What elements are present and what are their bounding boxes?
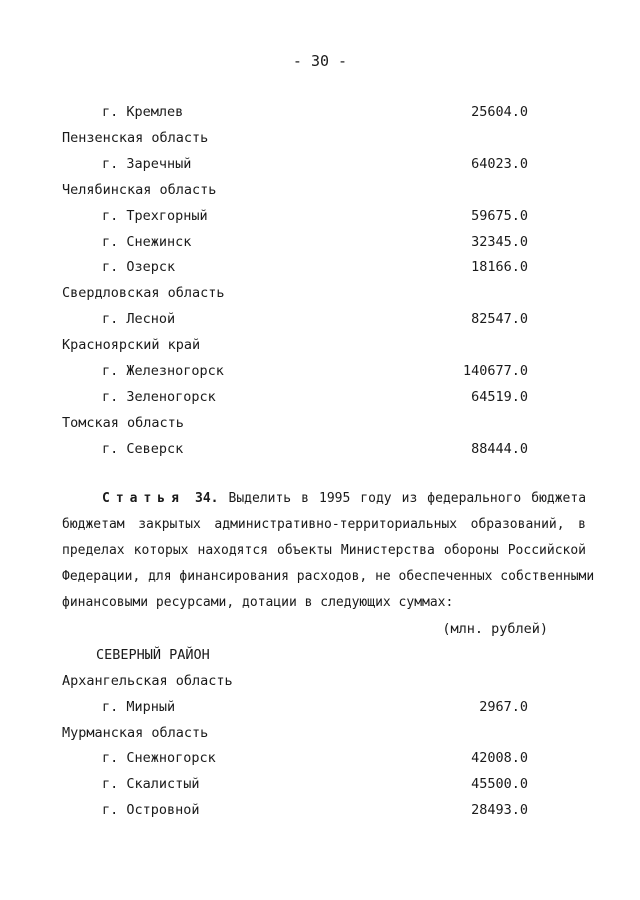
page-number: - 30 - xyxy=(292,52,348,70)
amount-value: 28493.0 xyxy=(471,802,528,818)
city-name: г. Зеленогорск xyxy=(102,388,216,405)
amount-value: 59675.0 xyxy=(471,207,528,224)
city-row xyxy=(0,802,640,824)
amount-value: 2967.0 xyxy=(479,698,528,715)
city-name: г. Северск xyxy=(102,440,184,457)
city-name: г. Лесной xyxy=(102,311,176,328)
amount-value: 64519.0 xyxy=(471,388,528,405)
city-name: г. Мирный xyxy=(102,698,176,715)
city-row xyxy=(0,104,640,126)
region-name: Свердловская область xyxy=(62,285,225,302)
city-name: г. Заречный xyxy=(102,155,192,172)
city-name: г. Скалистый xyxy=(102,776,200,793)
amount-value: 42008.0 xyxy=(471,750,528,767)
city-name: г. Островной xyxy=(102,802,200,818)
article-word: Статья xyxy=(102,491,185,506)
region-name: Челябинская область xyxy=(62,181,217,198)
city-name: г. Кремлев xyxy=(102,104,184,120)
amount-value: 140677.0 xyxy=(462,363,528,379)
city-row xyxy=(0,441,640,463)
article-34-paragraph xyxy=(62,486,595,616)
region-row xyxy=(0,285,640,307)
amount-value: 64023.0 xyxy=(471,155,528,172)
city-name: г. Озерск xyxy=(102,259,176,276)
amount-value: 45500.0 xyxy=(471,776,528,793)
article-line-5: финансовыми ресурсами, дотации в следующих суммах: xyxy=(62,595,454,610)
city-name: г. Снежногорск xyxy=(102,750,216,767)
article-text-line-1: Выделить в 1995 году из федерального бюджета xyxy=(228,491,587,506)
region-name: Архангельская область xyxy=(62,673,233,689)
amount-value: 82547.0 xyxy=(471,311,528,328)
city-name: г. Снежинск xyxy=(102,233,192,250)
region-name: Мурманская область xyxy=(62,724,209,741)
city-row xyxy=(0,389,640,411)
amount-value: 88444.0 xyxy=(471,440,528,457)
city-row xyxy=(0,208,640,230)
region-header: СЕВЕРНЫЙ РАЙОН xyxy=(96,647,210,663)
city-row xyxy=(0,699,640,721)
amount-value: 32345.0 xyxy=(471,233,528,250)
region-row xyxy=(0,182,640,204)
region-row xyxy=(0,337,640,359)
city-name: г. Трехгорный xyxy=(102,207,208,224)
unit-label: (млн. рублей) xyxy=(442,621,548,637)
article-line-2: бюджетам закрытых административно-территориальных образований, в xyxy=(62,517,586,532)
city-row xyxy=(0,776,640,798)
article-number: 34. xyxy=(195,491,219,506)
article-line-3: пределах которых находятся объекты Министерства обороны Российской xyxy=(62,543,586,558)
region-name: Красноярский край xyxy=(62,337,201,354)
city-row xyxy=(0,311,640,333)
region-row xyxy=(0,130,640,152)
amount-value: 18166.0 xyxy=(471,259,528,276)
region-name: Томская область xyxy=(62,414,184,431)
region-row xyxy=(0,673,640,695)
region-name: Пензенская область xyxy=(62,129,209,146)
city-row xyxy=(0,750,640,772)
article-line-4: Федерации, для финансирования расходов, не обеспеченных собственными xyxy=(62,569,595,584)
city-row xyxy=(0,234,640,256)
city-row xyxy=(0,259,640,281)
amount-value: 25604.0 xyxy=(471,104,528,120)
region-row xyxy=(0,725,640,747)
article-line-1 xyxy=(62,486,586,512)
region-row xyxy=(0,415,640,437)
city-row xyxy=(0,363,640,385)
city-row xyxy=(0,156,640,178)
city-name: г. Железногорск xyxy=(102,363,224,379)
